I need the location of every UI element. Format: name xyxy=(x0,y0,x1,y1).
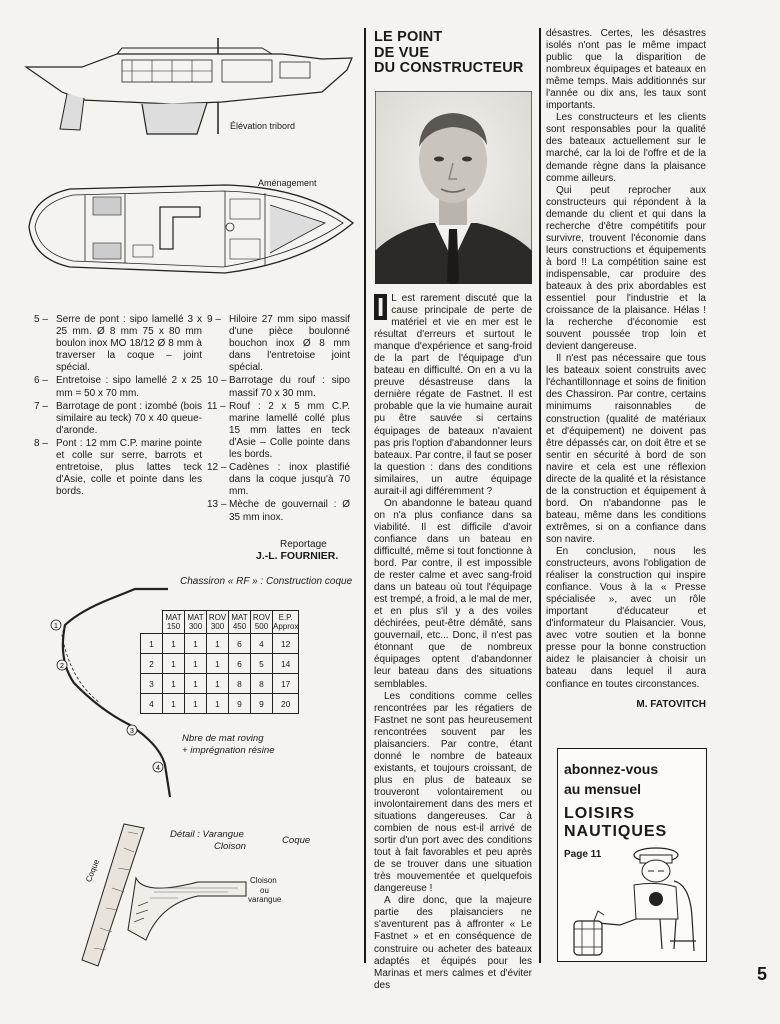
table-cell: 1 xyxy=(207,654,229,674)
table-header-cell: MAT 300 xyxy=(185,611,207,634)
table-cell: 12 xyxy=(273,634,299,654)
elevation-label: Élévation tribord xyxy=(230,121,296,131)
layout-label: Aménagement xyxy=(258,178,317,188)
row-id: 2 xyxy=(141,654,163,674)
roving-caption-2: + imprégnation résine xyxy=(182,745,275,756)
table-cell: 9 xyxy=(229,694,251,714)
boat-layout-diagram xyxy=(25,175,357,285)
subscription-ad[interactable] xyxy=(557,748,707,962)
table-cell: 1 xyxy=(207,674,229,694)
table-cell: 1 xyxy=(163,654,185,674)
table-cell: 5 xyxy=(251,654,273,674)
spec-list-left xyxy=(30,314,202,499)
hull-figure-title: Chassiron « RF » : Construction coque xyxy=(180,576,353,587)
column-divider xyxy=(539,28,541,963)
page-number: 5 xyxy=(757,964,768,984)
article-paragraph: A dire donc, que la majeure partie des plaisanciers ne s'aventurent pas à affronter « Le Fastnet » et en conséquence de construire ou acheter des bateaux adaptés et équipés pour les Marinas et mers calmes et d'éviter des xyxy=(374,895,532,991)
ad-line-1: abonnez-vous xyxy=(564,761,659,777)
article-paragraph: Qui peut reprocher aux constructeurs qui répondent à la demande du client et qui dans la recherche d'être compétitifs pour survivre, trouvent l'économie dans leurs constructions et équipements à bord !! La compétition saine est indispensable, car produire des bateaux à des prix abordables est essentiel pour l'industrie et la croissance de la plaisance. Hélas ! la recherche d'économie est souvent poussée trop loin et devient dangereuse. xyxy=(546,184,706,353)
table-row xyxy=(141,674,299,694)
table-cell: 1 xyxy=(185,654,207,674)
table-header-row xyxy=(141,611,299,634)
table-cell: 1 xyxy=(185,694,207,714)
hull-marker: 3 xyxy=(130,728,134,735)
spec-item: 11 – Rouf : 2 x 5 mm C.P. marine lamellé collé plus 15 mm lattes en teck d'Asie – Colle pointe dans les bords. xyxy=(207,400,350,461)
dropcap: I xyxy=(374,294,387,320)
table-cell: 17 xyxy=(273,674,299,694)
table-header-cell: ROV 300 xyxy=(207,611,229,634)
row-id: 3 xyxy=(141,674,163,694)
table-cell: 20 xyxy=(273,694,299,714)
table-cell: 1 xyxy=(207,634,229,654)
table-cell: 6 xyxy=(229,634,251,654)
detail-side-label-2: ou xyxy=(260,886,269,895)
heading-line: DE VUE xyxy=(374,44,430,61)
roving-caption-1: Nbre de mat roving xyxy=(182,733,264,744)
ad-line-2: au mensuel xyxy=(564,781,642,797)
spec-item: 6 – Entretoise : sipo lamellé 2 x 25 mm = 50 x 70 mm. xyxy=(34,375,202,399)
spec-item: 9 – Hiloire 27 mm sipo massif d'une pièce boulonné bouchon inox Ø 8 mm dans l'entretoise joint spécial. xyxy=(207,314,350,374)
article-paragraph: On abandonne le bateau quand on n'a plus confiance dans sa viabilité. Il est difficile d'avoir confiance dans un bateau en difficulté, même si tout fonctionne à bord. Par contre, il est impossible de rester calme et avec sang-froid dans un bateau où tout l'équipage est trempé, a froid, a le mal de mer, et en plus s'il y a des voiles déchirées, peut-être démâté, sans gouvernail, etc... Donc, il n'est pas étonnant que de nombreux équipages optent d'abandonner leur bateau dans des situations semblables. xyxy=(374,497,532,690)
reportage-author: J.-L. FOURNIER. xyxy=(256,550,339,562)
heading-line: DU CONSTRUCTEUR xyxy=(374,60,524,76)
table-row xyxy=(141,634,299,654)
roving-table xyxy=(140,610,299,714)
article-paragraph: Il n'est pas nécessaire que tous les bateaux soient construits avec l'échantillonnage et soins de finition des Chassiron. Par contre, certains minimums raisonnables de construction (qualité de matériaux et d'équipement) ne doivent pas être dépassés car, on doit être et se sentir en sécurité à bord de son navire et cela est une réflexion directe de la qualité et la résistance de la construction et équipement à bord. On n'abandonne pas le bateau, même dans les conditions extrêmes, si on a confiance dans son navire. xyxy=(546,353,706,545)
table-cell: 1 xyxy=(163,694,185,714)
table-row xyxy=(141,694,299,714)
article-paragraph: En conclusion, nous les constructeurs, avons l'obligation de réaliser la construction qui inspire confiance. Vous à la « Presse spécialisée », avec un rôle important d'éducateur et d'informateur du Plaisancier. Vous, avec votre soutien et la bonne presse pour la bonne construction aidez le plaisancier à choisir un bateau dans lequel il aura confiance en toutes circonstances. xyxy=(546,546,706,690)
table-cell: 6 xyxy=(229,654,251,674)
detail-drawing xyxy=(78,818,278,968)
boat-elevation-diagram xyxy=(22,34,357,149)
spec-item: 5 – Serre de pont : sipo lamellé 3 x 25 mm. Ø 8 mm 75 x 80 mm boulon inox MO 18/12 Ø 8 mm à traverser la coque – joint spécial. xyxy=(34,314,202,374)
article-column-2 xyxy=(374,293,532,992)
article-column-3 xyxy=(546,28,706,711)
spec-item: 10 – Barrotage du rouf : sipo massif 70 x 30 mm. xyxy=(207,375,350,399)
spec-item: 8 – Pont : 12 mm C.P. marine pointe et colle sur serre, barrots et entretoise, plus lattes teck d'Asie, colle et pointe dans les bords. xyxy=(34,437,202,498)
table-header-cell: E.P. Approx xyxy=(273,611,299,634)
column-divider xyxy=(364,28,366,963)
table-cell: 1 xyxy=(185,674,207,694)
table-header-cell: MAT 450 xyxy=(229,611,251,634)
table-cell: 1 xyxy=(207,694,229,714)
detail-title-1: Détail : Varangue xyxy=(170,829,244,840)
detail-side-label-1: Cloison xyxy=(250,876,277,885)
table-header-cell: ROV 500 xyxy=(251,611,273,634)
hull-marker: 1 xyxy=(54,623,58,630)
table-cell: 1 xyxy=(185,634,207,654)
article-paragraph: désastres. Certes, les désastres isolés n'ont pas le même impact public que la disparition de nombreux équipages et bateaux en même temps. Mais additionnés sur l'année ou dix ans, les taux sont importants. xyxy=(546,28,706,112)
row-id: 4 xyxy=(141,694,163,714)
hull-marker: 4 xyxy=(156,765,160,772)
spec-list-right xyxy=(203,314,350,525)
ad-page-ref: Page 11 xyxy=(564,849,602,860)
detail-coque-label: Coque xyxy=(282,835,311,846)
sailor-illustration xyxy=(564,841,700,959)
ad-brand-2: NAUTIQUES xyxy=(564,823,668,840)
row-id: 1 xyxy=(141,634,163,654)
table-cell: 8 xyxy=(251,674,273,694)
hull-marker: 2 xyxy=(60,663,64,670)
detail-side-label-3: varangue xyxy=(248,895,282,904)
author-photo xyxy=(375,91,532,284)
table-row xyxy=(141,654,299,674)
spec-item: 13 – Mèche de gouvernail : Ø 35 mm inox. xyxy=(207,499,350,523)
table-cell: 9 xyxy=(251,694,273,714)
table-cell: 4 xyxy=(251,634,273,654)
ad-brand-1: LOISIRS xyxy=(564,805,636,822)
detail-title-2: Cloison xyxy=(214,841,246,852)
spec-item: 7 – Barrotage de pont : izombé (bois similaire au teck) 70 x 40 queue-d'aronde. xyxy=(34,400,202,436)
article-paragraph: I L est rarement discuté que la cause principale de perte de matériel et vie en mer est le résultat d'erreurs et surtout le manque d'expérience et sang-froid de la part de l'équipage d'un bateau en difficulté. On en a vu la preuve désastreuse dans la dernière régate de Fastnet. Il est probable que la vie humaine aurait pu être sauvée si certains équipages de bateaux n'avaient pas pris l'option d'abandonner leurs bateaux. Par contre, il faut se poser la question : dans des conditions similaires, un autre équipage aurait-il agi différemment ? xyxy=(374,292,532,497)
table-cell: 8 xyxy=(229,674,251,694)
article-signature: M. FATOVITCH xyxy=(636,698,706,710)
table-cell: 1 xyxy=(163,634,185,654)
table-cell: 1 xyxy=(163,674,185,694)
table-cell: 14 xyxy=(273,654,299,674)
reportage-label: Reportage xyxy=(280,539,327,550)
article-paragraph: Les conditions comme celles rencontrées par les régatiers de Fastnet ne sont pas heureusement rencontrées souvent par les plaisanciers. Par contre, étant donné le nombre de bateaux existants, et toujours croissant, de plus en plus de bateaux se trouveront volontairement ou involontairement dans des mers et situations dangereuses. Car à combien de nous est-il arrivé de sortir d'un port avec des conditions tout à fait favorables et peu après de se trouver dans une situation très mouvementée et quelquefois dangereuse ! xyxy=(374,690,532,895)
spec-item: 12 – Cadènes : inox plastifié dans la coque jusqu'à 70 mm. xyxy=(207,462,350,498)
detail-coque-vertical: Coque xyxy=(84,858,102,884)
article-heading xyxy=(374,30,534,77)
heading-line: LE POINT xyxy=(374,29,443,45)
article-paragraph: Les constructeurs et les clients sont responsables pour la qualité des bateaux actuellement sur le marché, car la loi de l'offre et de la demande règne dans la plaisance comme ailleurs. xyxy=(546,112,706,184)
table-header-cell: MAT 150 xyxy=(163,611,185,634)
